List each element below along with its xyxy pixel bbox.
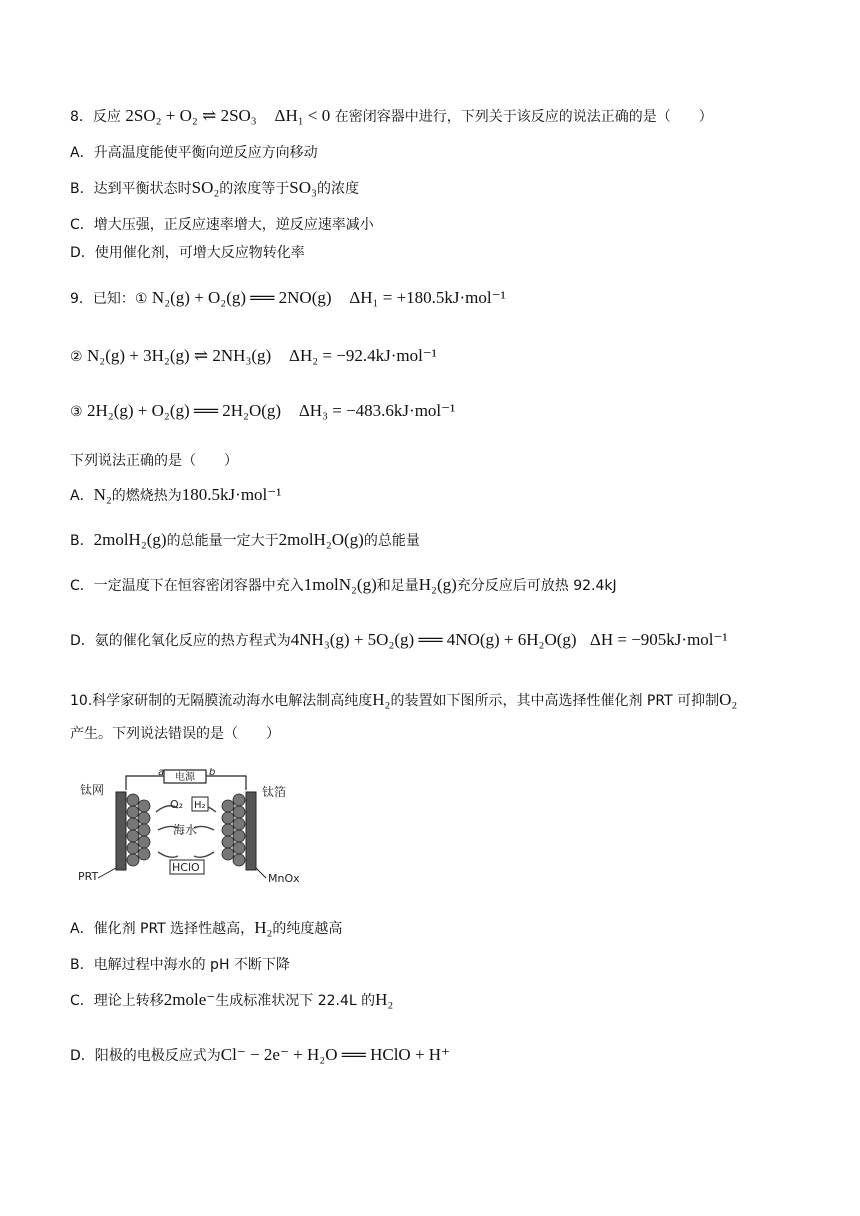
q9-option-c-h2: H₂(g) (418, 575, 457, 594)
q10-stem-middle: 的装置如下图所示，其中高选择性催化剂 PRT 可抑制 (390, 693, 720, 709)
q10-option-a-suffix: 的纯度越高 (272, 921, 343, 937)
q9-option-a-mid: 的燃烧热为 (111, 488, 182, 504)
electrolysis-diagram (78, 768, 318, 884)
q9-option-d-prefix: D．氨的催化氧化反应的热方程式为 (70, 633, 291, 649)
q9-stem-prefix: 9．已知：① (70, 291, 148, 307)
q9-option-b-prefix: B． (70, 533, 94, 549)
q10-option-c-electrons: 2mole⁻ (163, 990, 216, 1009)
q10-option-c-h2: H₂ (375, 990, 394, 1009)
titanium-foil-label: 钛箔 (262, 785, 287, 799)
seawater-label: 海水 (173, 823, 198, 837)
q9-option-a-n2: N₂ (93, 485, 112, 504)
q10-stem-line-2: 产生。下列说法错误的是（ ） (70, 726, 280, 742)
q9-equation-2: N₂(g) + 3H₂(g) ⇌ 2NH₃(g) (87, 346, 272, 365)
q8-enthalpy: ΔH₁ < 0 (274, 106, 331, 125)
q9-enthalpy-1: ΔH₁ = +180.5kJ·mol⁻¹ (349, 288, 506, 307)
q9-option-c-prefix: C．一定温度下在恒容密闭容器中充入 (70, 578, 304, 594)
q9-option-d (70, 630, 800, 651)
q10-option-a (70, 918, 800, 939)
q9-equation-2-line (70, 346, 800, 367)
o2-label: O₂ (170, 798, 184, 811)
q9-equation-1: N₂(g) + O₂(g) ══ 2NO(g) (151, 288, 332, 307)
q9-option-b-suffix: 的总能量 (363, 533, 420, 549)
terminal-b-label: b (209, 768, 216, 778)
prt-leader-line (98, 868, 116, 878)
q8-stem-suffix: 在密闭容器中进行，下列关于该反应的说法正确的是（ ） (334, 109, 713, 125)
q8-option-b-mid: 的浓度等于 (219, 181, 290, 197)
left-electrode-plate (116, 792, 126, 870)
q9-option-c-mid: 和足量 (376, 578, 419, 594)
q9-equation-3: 2H₂(g) + O₂(g) ══ 2H₂O(g) (87, 401, 282, 420)
h2-label: H₂ (194, 800, 206, 811)
q10-stem-prefix: 10.科学家研制的无隔膜流动海水电解法制高纯度 (70, 693, 373, 709)
q8-option-b-so3: SO₃ (289, 178, 317, 197)
q10-option-a-prefix: A．催化剂 PRT 选择性越高， (70, 921, 255, 937)
mnox-leader-line (256, 868, 266, 878)
q10-stem-h2: H₂ (372, 690, 391, 709)
q9-equation-3-line (70, 401, 800, 422)
right-catalyst-spheres (222, 794, 245, 866)
q9-option-b-h2: 2molH₂(g) (93, 530, 167, 549)
mnox-label: MnOx (268, 872, 300, 884)
terminal-a-label: a (158, 768, 165, 778)
q8-option-b (70, 178, 800, 199)
q9-option-c-suffix: 充分反应后可放热 92.4kJ (456, 578, 617, 594)
q8-option-c: C．增大压强，正反应速率增大，逆反应速率减小 (70, 217, 374, 233)
q9-option-b-mid: 的总能量一定大于 (166, 533, 279, 549)
q9-stem (70, 288, 800, 309)
q8-option-b-so2: SO₂ (191, 178, 220, 197)
q9-enthalpy-2: ΔH₂ = −92.4kJ·mol⁻¹ (289, 346, 437, 365)
power-supply-label: 电源 (175, 772, 195, 783)
q9-option-c (70, 575, 800, 596)
q8-option-b-suffix: 的浓度 (316, 181, 359, 197)
q9-option-d-equation: 4NH₃(g) + 5O₂(g) ══ 4NO(g) + 6H₂O(g) (290, 630, 577, 649)
q9-option-c-n2: 1molN₂(g) (303, 575, 377, 594)
q9-equation-2-marker: ② (70, 349, 83, 365)
q9-enthalpy-3: ΔH₃ = −483.6kJ·mol⁻¹ (298, 401, 456, 420)
q8-option-a: A．升高温度能使平衡向逆反应方向移动 (70, 145, 318, 161)
q10-option-a-h2: H₂ (254, 918, 273, 937)
q9-option-b-h2o: 2molH₂O(g) (278, 530, 364, 549)
q10-option-c-prefix: C．理论上转移 (70, 993, 164, 1009)
q9-option-b (70, 530, 800, 551)
electrolysis-diagram-svg (78, 768, 318, 884)
q8-option-b-prefix: B．达到平衡状态时 (70, 181, 192, 197)
prt-label: PRT (78, 870, 99, 883)
q9-option-d-enthalpy: ΔH = −905kJ·mol⁻¹ (589, 630, 728, 649)
q10-option-d-prefix: D．阳极的电极反应式为 (70, 1048, 221, 1064)
q10-option-c (70, 990, 800, 1011)
q10-stem-o2: O₂ (719, 690, 738, 709)
q9-ask: 下列说法正确的是（ ） (70, 453, 238, 469)
q9-equation-3-marker: ③ (70, 404, 83, 420)
hclo-label: HClO (172, 861, 200, 874)
q10-option-b: B．电解过程中海水的 pH 不断下降 (70, 957, 290, 973)
q8-stem-prefix: 8．反应 (70, 109, 121, 125)
left-catalyst-spheres (127, 794, 150, 866)
titanium-mesh-label: 钛网 (80, 783, 105, 797)
q8-equation: 2SO₂ + O₂ ⇌ 2SO₃ (125, 106, 257, 125)
q9-option-a-value: 180.5kJ·mol⁻¹ (181, 485, 282, 504)
q8-stem (70, 106, 800, 127)
q10-option-d-equation: Cl⁻ − 2e⁻ + H₂O ══ HClO + H⁺ (220, 1045, 451, 1064)
q8-option-d: D．使用催化剂，可增大反应物转化率 (70, 245, 305, 261)
right-electrode-plate (246, 792, 256, 870)
q10-option-c-mid: 生成标准状况下 22.4L 的 (215, 993, 376, 1009)
q9-option-a-prefix: A． (70, 488, 94, 504)
q10-option-d (70, 1045, 800, 1066)
q9-option-a (70, 485, 800, 506)
q10-stem-line-1 (70, 690, 800, 711)
